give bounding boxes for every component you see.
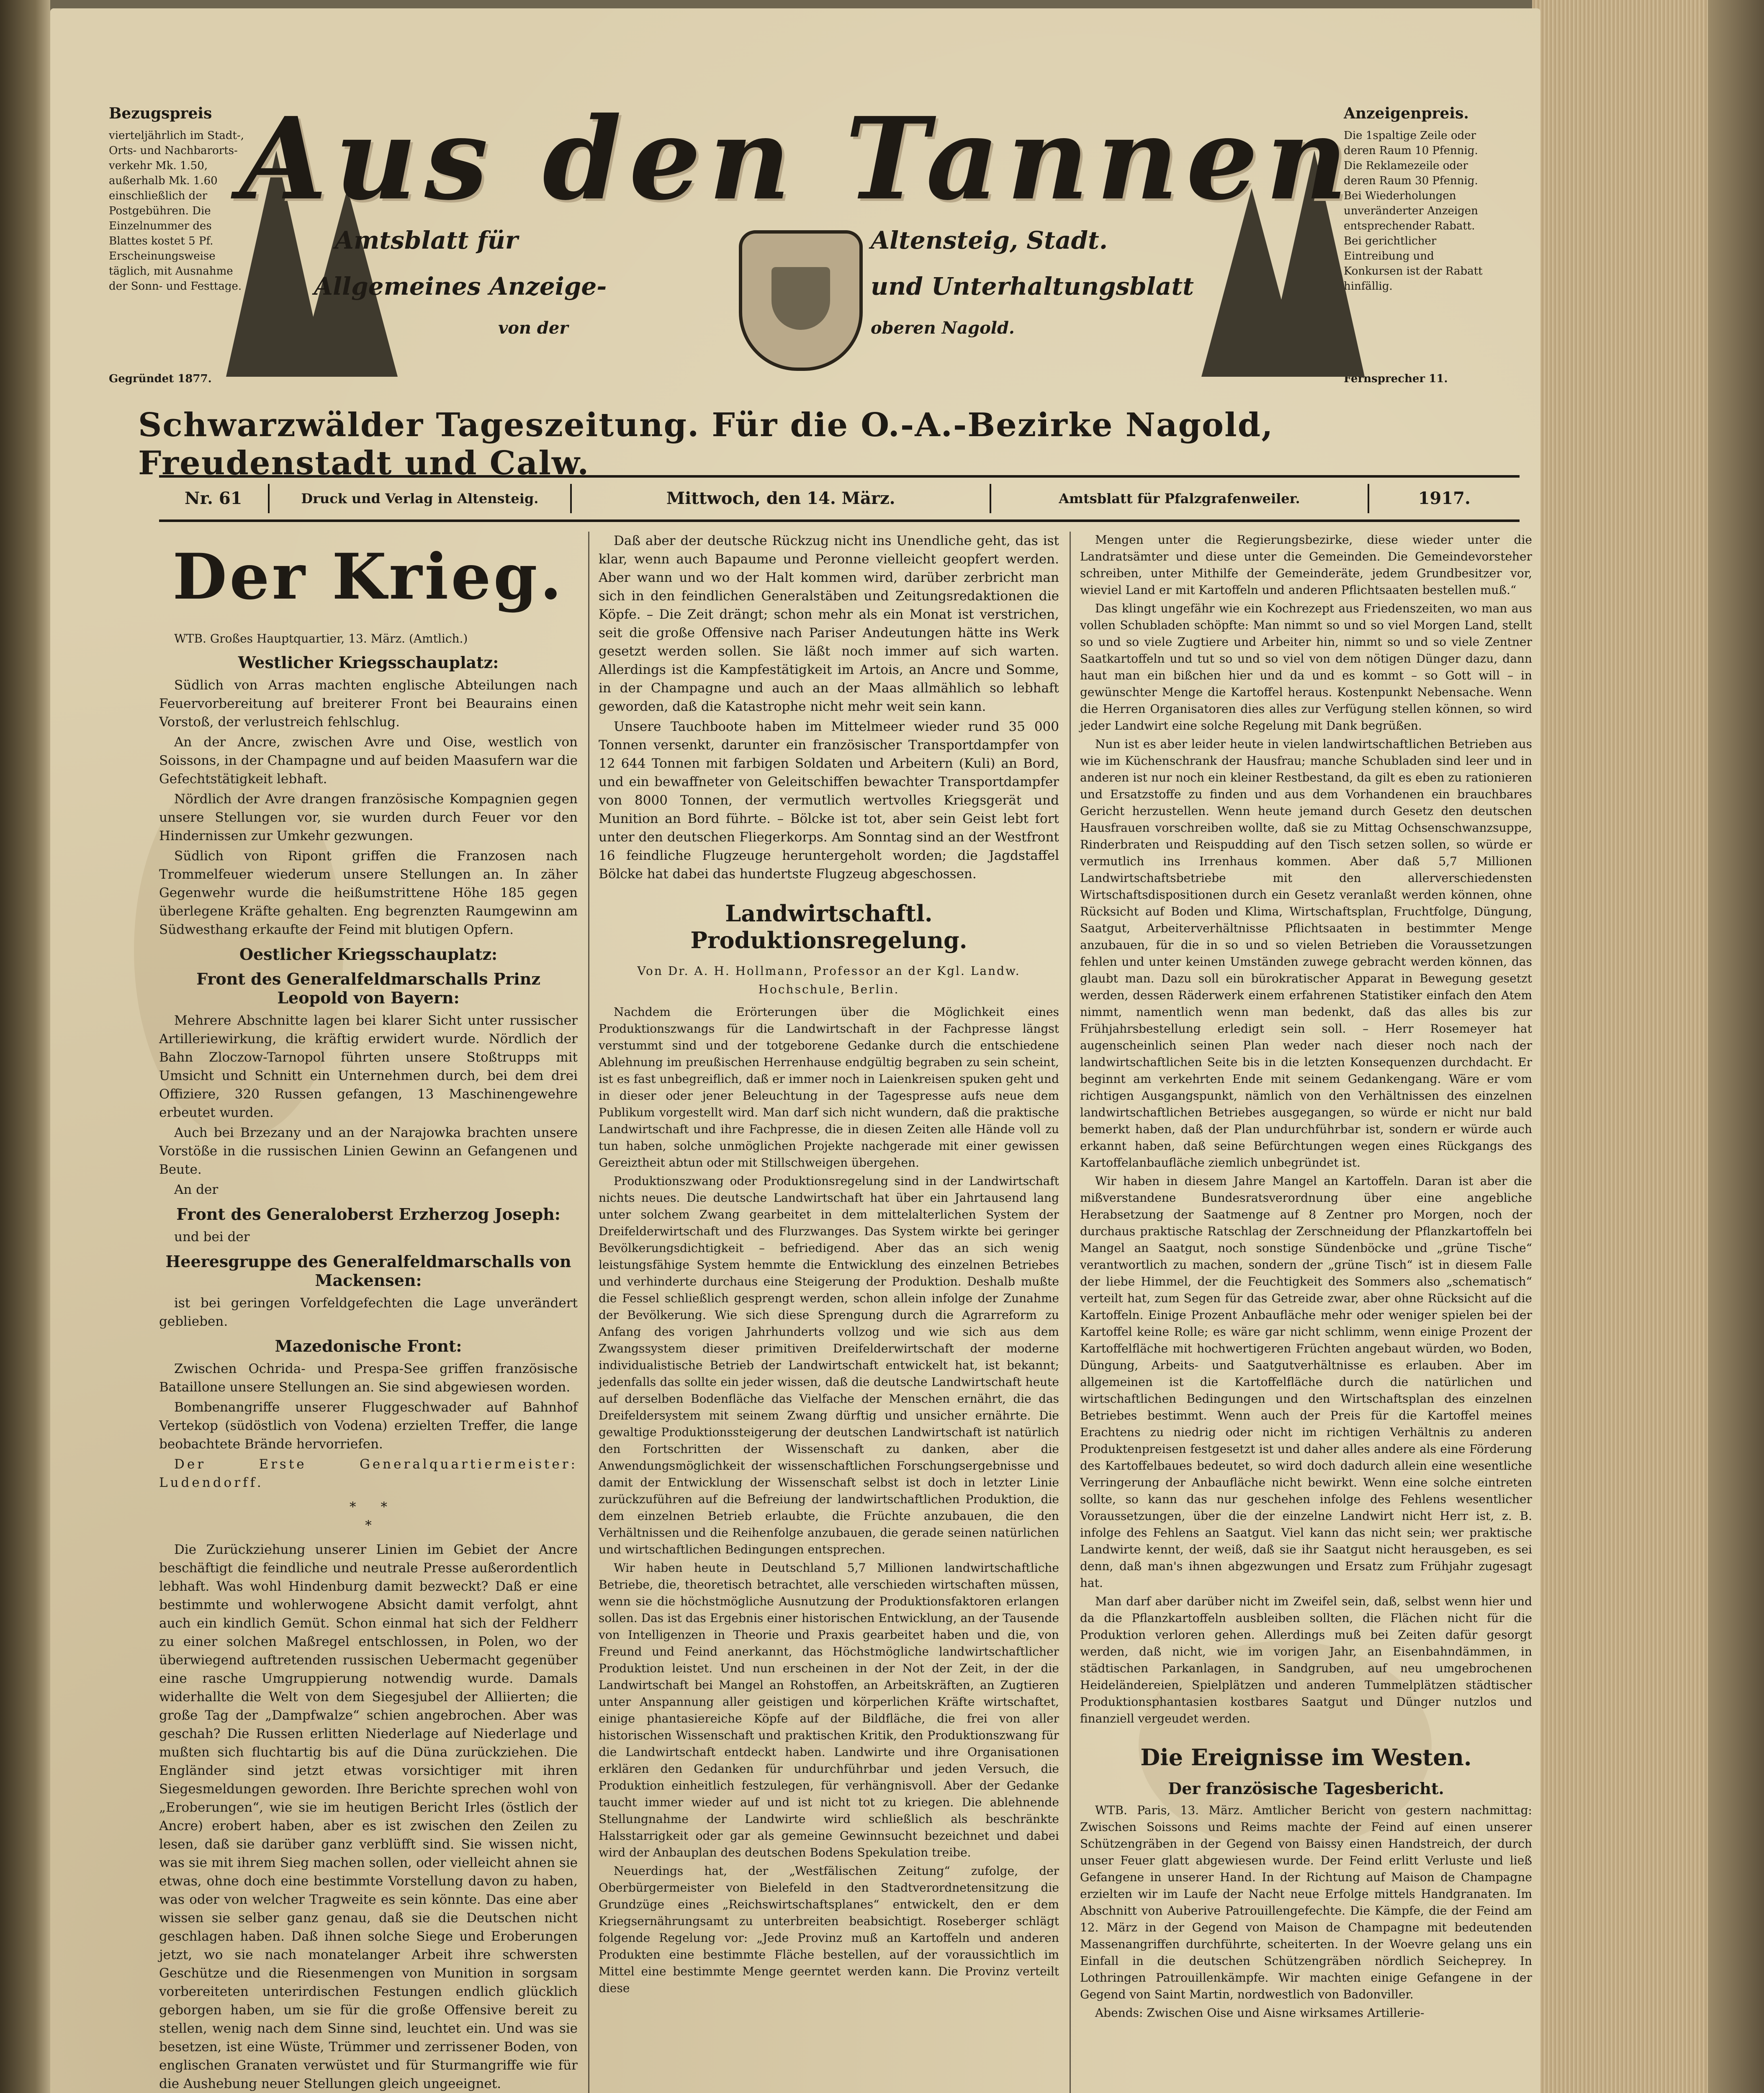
paragraph: Südlich von Arras machten englische Abteilungen nach Feuervorbereitung auf breiterer Front bei Beaurains einen Vorstoß, der verlustreich fehlschlug. (159, 678, 578, 730)
masthead-line2-right: und Unterhaltungsblatt (871, 272, 1194, 301)
subscription-price-heading: Bezugspreis (109, 105, 212, 122)
dateline: WTB. Großes Hauptquartier, 13. März. (Amtlich.) (174, 632, 468, 645)
paragraph: Daß aber der deutsche Rückzug nicht ins Unendliche geht, das ist klar, wenn auch Bapaume und Peronne vielleicht geopfert werden. Aber wann und wo der Halt kommen wird, darüber zerbricht man sich in den feindlichen Generalstäben und Zeitungsredaktionen die Köpfe. – Die Zeit drängt; schon mehr als ein Monat ist verstrichen, seit die große Offensive nach Pariser Andeutungen hätte ins Werk gesetzt werden sollen. Sie läßt noch immer auf sich warten. Allerdings ist die Kampfestätigkeit im Artois, an Ancre und Somme, in der Champagne und auch an der Maas allmählich so lebhaft geworden, daß die Katastrophe nicht mehr weit sein kann. (599, 533, 1059, 714)
issue-number: Nr. 61 (159, 484, 270, 513)
newspaper-subtitle: Schwarzwälder Tageszeitung. Für die O.-A.-Bezirke Nagold, Freudenstadt und Calw. (138, 406, 1274, 482)
front-heading-mackensen: Heeresgruppe des Generalfeldmarschalls von Mackensen: (165, 1252, 571, 1290)
official-gazette-note: Amtsblatt für Pfalzgrafenweiler. (991, 484, 1369, 513)
paragraph: Wir haben heute in Deutschland 5,7 Millionen landwirtschaftliche Betriebe, die, theoretisch betrachtet, alle verschieden wirtschaften müssen, wenn sie die höchstmögliche Ausnutzung der Produktionsfaktoren erlangen sollen. Das ist das Ergebnis einer historischen Entwicklung, an der Tausende von Intelligenzen in Theorie und Praxis gearbeitet haben und die, von Freund und Feind anerkannt, das Höchstmögliche landwirtschaftlicher Produktion leistet. Und nun erscheinen in der Not der Zeit, in der die Landwirtschaft bei Mangel an Rohstoffen, an Arbeitskräften, an Zugtieren unter Anspannung aller geistigen und körperlichen Kräfte wirtschaftet, einige phantasiereiche Köpfe auf der Bildfläche, die frei von aller historischen Wissenschaft und praktischen Kritik, den Produktionszwang für die Landwirtschaft entdeckt haben. Landwirte und ihre Organisationen erklären den Gedanken für undurchführbar und jeden Versuch, die Produktion einheitlich festzulegen, für verhängnisvoll. Aber der Gedanke taucht immer wieder auf und ist nicht tot zu kriegen. Die ablehnende Stellungnahme der Landwirte wird schließlich als beschränkte Halsstarrigkeit oder gar als gemeine Gewinnsucht bezeichnet und dabei wird der Anbauplan des deutschen Bodens Spekulation treibe. (599, 1561, 1059, 1859)
signature-line: Der Erste Generalquartiermeister: Ludendorff. (159, 1457, 578, 1490)
section-heading-east: Oestlicher Kriegsschauplatz: (239, 945, 498, 964)
newspaper-page (50, 8, 1540, 2093)
column-1 (159, 532, 578, 2093)
column-2 (599, 532, 1059, 1998)
issue-date: Mittwoch, den 14. März. (572, 484, 991, 513)
paragraph: ist bei geringen Vorfeldgefechten die Lage unverändert geblieben. (159, 1296, 578, 1329)
paragraph: Zwischen Ochrida- und Prespa-See griffen französische Bataillone unsere Stellungen an. Sie sind abgewiesen worden. (159, 1361, 578, 1395)
masthead-line2-left: Allgemeines Anzeige- (314, 272, 607, 301)
paragraph: Neuerdings hat, der „Westfälischen Zeitung“ zufolge, der Oberbürgermeister von Bielefeld in den Stadtverordnetensitzung die Grundzüge eines „Reichswirtschaftsplanes“ entwickelt, den er dem Kriegsernährungsamt zu unterbreiten beabsichtigt. Roseberger schlägt folgende Regelung vor: „Jede Provinz muß an Kartoffeln und anderen Produkten eine bestimmte Fläche bestellen, auf der voraussichtlich im Mittel eine bestimmte Menge geerntet werden kann. Die Provinz verteilt diese (599, 1864, 1059, 1995)
ad-price-heading: Anzeigenpreis. (1344, 105, 1469, 122)
newspaper-title: Aus den Tannen (239, 92, 1355, 225)
paragraph: Wir haben in diesem Jahre Mangel an Kartoffeln. Daran ist aber die mißverstandene Bundesratsverordnung über eine angebliche Herabsetzung der Saatmenge auf 8 Zentner pro Morgen, noch der durchaus praktische Ratschlag der Zerschneidung der Pflanzkartoffeln bei Mangel an Saatgut, noch sonstige Sündenböcke und „grüne Tische“ verantwortlich zu machen, sondern der „grüne Tisch“ ist in diesem Falle der liebe Himmel, der die Feuchtigkeit des Sommers also „schematisch“ verteilt hat, zum Segen für das Getreide zwar, aber ohne Rücksicht auf die Kartoffeln. Einige Prozent Anbaufläche mehr oder weniger spielen bei der Kartoffel keine Rolle; es wäre gar nicht schlimm, wenn einige Prozent der Kartoffelfläche mit hochwertigeren Früchten angebaut würden, wo Boden, Düngung, Arbeits- und Saatgutverhältnisse es erlauben. Aber im allgemeinen ist die Kartoffelfläche durch die natürlichen und wirtschaftlichen Bedingungen und den Wirtschaftsplan des einzelnen Betriebes bestimmt. Wenn auch der Preis für die Kartoffel meines Erachtens zu niedrig oder nicht im richtigen Verhältnis zu anderen Produktenpreisen festgesetzt ist und daher alles andere als eine Förderung des Kartoffelbaues bedeutet, so wird doch dadurch allein eine wesentliche Verringerung der Anbaufläche nicht bewirkt. Wenn eine solche eintreten sollte, so kann das nur geschehen infolge des Fehlens wesentlicher Voraussetzungen, über die der einzelne Landwirt nicht Herr ist, z. B. infolge des Fehlens an Saatgut. Viel kann das nicht sein; wer praktische Landwirte kennt, der weiß, daß sie ihr Saatgut nicht herausgeben, es sei denn, daß man's ihnen abgezwungen und Ersatz zum Frühjahr zugesagt hat. (1080, 1174, 1532, 1590)
byline: Von Dr. A. H. Hollmann, Professor an der Kgl. Landw. Hochschule, Berlin. (637, 964, 1021, 996)
phone-note: Fernsprecher 11. (1344, 373, 1448, 385)
headline-der-krieg: Der Krieg. (172, 540, 564, 614)
paragraph: Abends: Zwischen Oise und Aisne wirksames Artillerie- (1095, 2006, 1425, 2020)
paragraph: Südlich von Ripont griffen die Franzosen nach Trommelfeuer wiederum unsere Stellungen an. In zäher Gegenwehr wurde die heißumstrittene Höhe 185 gegen überlegene Kräfte gehalten. Eng begrenzten Raumgewinn am Südwesthang erkaufte der Feind mit blutigen Opfern. (159, 849, 578, 937)
paragraph: Nun ist es aber leider heute in vielen landwirtschaftlichen Betrieben aus wie im Küchenschrank der Hausfrau; manche Schubladen sind leer und in anderen ist nur noch ein kleiner Restbestand, da gilt es eben zu rationieren und Ersatzstoffe zu finden und aus dem Vorhandenen ein brauchbares Gericht herzustellen. Wenn heute jemand durch Gesetz den deutschen Hausfrauen vorschreiben wollte, daß sie zu Mittag Ochsenschwanzsuppe, Rinderbraten und Reispudding auf den Tisch setzen sollen, so würde er vermutlich ins Irrenhaus kommen. Aber daß 5,7 Millionen Landwirtschaftsbetriebe mit den allerverschiedensten Wirtschaftsdispositionen durch ein Gesetz veranlaßt werden können, ohne Rücksicht auf Boden und Klima, Wirtschaftsplan, Fruchtfolge, Düngung, Saatgut, Arbeiterverhältnisse Pflichtsaaten in bestimmter Menge anzubauen, für die in so und so vielen Betrieben die Voraussetzungen fehlen und unter keinen Umständen zuwege gebracht werden können, das glaubt man. Dazu soll ein bürokratischer Apparat in Bewegung gesetzt werden, dessen Räderwerk einem erfahrenen Statistiker einfach den Atem nimmt, namentlich wenn man bedenkt, daß das alles bis zur Frühjahrsbestellung erledigt sein soll. – Herr Rosemeyer hat augenscheinlich seinen Plan weder nach dieser noch nach der landwirtschaftlichen Seite bis in die letzten Konsequenzen durchdacht. Er beginnt am verkehrten Ende mit seinem Gedankengang. Wäre er vom richtigen Ausgangspunkt, nämlich von den Verhältnissen des einzelnen landwirtschaftlichen Betriebes ausgegangen, so würde er nicht nur bald bemerkt haben, daß der Plan undurchführbar ist, sondern er würde auch erkannt haben, daß seine Befürchtungen wegen eines Rückgangs des Kartoffelanbaufläche ziemlich unbegründet ist. (1080, 737, 1532, 1170)
article-heading-landwirtschaft: Landwirtschaftl. Produktionsregelung. (690, 900, 967, 954)
issue-year: 1917. (1418, 489, 1471, 508)
subheading-french-report: Der französische Tagesbericht. (1168, 1779, 1444, 1798)
paragraph: Produktionszwang oder Produktionsregelung sind in der Landwirtschaft nichts neues. Die deutsche Landwirtschaft hat über ein Jahrtausend lang unter solchem Zwang gearbeitet in dem mittelalterlichen System der Dreifelderwirtschaft und des Flurzwanges. Das System wirkte bei geringer Bevölkerungsdichtigkeit – befriedigend. Aber das an sich wenig leistungsfähige System hemmte die Entwicklung des einzelnen Betriebes und verhinderte durchaus eine Steigerung der Produktion. Deshalb mußte die Fessel schließlich gesprengt werden, schon allein infolge der Zunahme der Bevölkerung. Wie sich diese Sprengung durch die Agrarreform zu Anfang des vorigen Jahrhunderts vollzog und wie sich aus dem Zwangssystem dieser primitiven Dreifelderwirtschaft der moderne individualistische Betrieb der Landwirtschaft entwickelt hat, ist bekannt; jedenfalls das sollte ein jeder wissen, daß die deutsche Landwirtschaft heute auf derselben Bodenfläche das Vielfache der Menschen ernährt, die das Dreifeldersystem mit seinem Zwang dürftig und unsicher ernährte. Die gewaltige Produktionssteigerung der deutschen Landwirtschaft ist natürlich den Fortschritten der Wissenschaft zu danken, aber die Anwendungsmöglichkeit der wissenschaftlichen Forschungsergebnisse und damit der Entwicklung der Wissenschaft selbst ist doch in letzter Linie zurückzuführen auf die Befreiung der landwirtschaftlichen Produktion, die dem einzelnen Betrieb erlaubte, die Früchte anzubauen, die den Verhältnissen und die Reihenfolge anzubauen, die gerade seinen natürlichen und wirtschaftlichen Bedingungen entsprechen. (599, 1174, 1059, 1556)
issue-info-bar (159, 475, 1520, 522)
masthead-line1-left: Amtsblatt für (335, 226, 518, 255)
paragraph: Unsere Tauchboote haben im Mittelmeer wieder rund 35 000 Tonnen versenkt, darunter ein französischer Transportdampfer von 12 644 Tonnen mit farbigen Soldaten und Arbeitern (Kuli) an Bord, und ein bewaffneter von Geleitschiffen bewachter Transportdampfer von 8000 Tonnen, der vermutlich wertvolles Kriegsgerät und Munition an Bord führte. – Bölcke ist tot, aber sein Geist lebt fort unter den deutschen Fliegerkorps. Am Sonntag sind an der Westfront 16 feindliche Flugzeuge heruntergeholt worden; die Jagdstaffel Bölcke hat dabei das hundertste Flugzeug abgeschossen. (599, 719, 1059, 882)
masthead-line3-left: von der (498, 318, 568, 338)
paragraph: An der Ancre, zwischen Avre und Oise, westlich von Soissons, in der Champagne und auf beiden Maasufern war die Gefechtstätigkeit lebhaft. (159, 735, 578, 787)
paragraph: Das klingt ungefähr wie ein Kochrezept aus Friedenszeiten, wo man aus vollen Schubladen schöpfte: Man nimmt so und so viel Morgen Land, stellt so und so viele Zugtiere und Arbeiter hin, nimmt so und so viele Zentner Saatkartoffeln und tut so und so viel von dem nötigen Dünger dazu, dann haut man ein bißchen hier und da und es kommt – so Gott will – in gewünschter Menge die Kartoffel heraus. Kostenpunkt Nebensache. Wenn die Herren Organisatoren dies alles zur Verfügung stellen können, so wird jeder Landwirt eine solche Regelung mit Dank begrüßen. (1080, 602, 1532, 733)
ad-price-text: Die 1spaltige Zeile oder deren Raum 10 Pfennig. Die Reklamezeile oder deren Raum 30 Pfennig. Bei Wiederholungen unveränderter Anzeigen entsprechender Rabatt. Bei gerichtlicher Eintreibung und Konkursen ist der Rabatt hinfällig. (1344, 129, 1483, 293)
paragraph: An der (174, 1182, 219, 1197)
paragraph: Mehrere Abschnitte lagen bei klarer Sicht unter russischer Artilleriewirkung, die kräftig erwidert wurde. Nördlich der Bahn Zloczow-Tarnopol führten unsere Stoßtrupps mit Umsicht und Schnitt ein Unternehmen durch, bei dem drei Offiziere, 320 Russen gefangen, 13 Maschinengewehre erbeutet wurden. (159, 1013, 578, 1120)
paragraph: Nachdem die Erörterungen über die Möglichkeit eines Produktionszwangs für die Landwirtschaft in der Fachpresse längst verstummt sind und der totgeborene Gedanke durch die entschiedene Ablehnung im preußischen Herrenhause endgültig begraben zu sein scheint, ist es fast unbegreiflich, daß er immer noch in Laienkreisen spuken geht und in dieser oder jener Beleuchtung in der Tagespresse aufs neue dem Publikum vorgestellt wird. Man darf sich nicht wundern, daß die praktische Landwirtschaft und ihre Fachpresse, die in diesen Zeiten alle Hände voll zu tun haben, solche unmöglichen Projekte nachgerade mit einer gewissen Gereiztheit abtun oder mit Stillschweigen übergehen. (599, 1005, 1059, 1170)
paragraph: Nördlich der Avre drangen französische Kompagnien gegen unsere Stellungen vor, sie wurden durch Feuer vor den Hindernissen zur Umkehr gezwungen. (159, 792, 578, 843)
masthead (226, 92, 1369, 377)
front-heading-leopold: Front des Generalfeldmarschalls Prinz Leopold von Bayern: (196, 969, 540, 1007)
paragraph: und bei der (174, 1229, 250, 1244)
paragraph: WTB. Paris, 13. März. Amtlicher Bericht von gestern nachmittag: Zwischen Soissons und Reims machte der Feind auf einen unserer Schützengräben in der Gegend von Baissy einen Handstreich, der durch unser Feuer glatt abgewiesen wurde. Der Feind erlitt Verluste und ließ Gefangene in unserer Hand. In der Richtung auf Maison de Champagne erzielten wir im Laufe der Nacht neue Erfolge mittels Handgranaten. Im Abschnitt von Auberive Patrouillengefechte. Die Kämpfe, die der Feind am 12. März in der Gegend von Maison de Champagne mit bedeutenden Massenangriffen durchführte, scheiterten. In der Woevre gelang uns ein Einfall in die deutschen Schützengräben nördlich Seicheprey. In Lothringen Patrouillenkämpfe. Wir machten einige Gefangene in der Gegend von Saint Martin, nordwestlich von Badonviller. (1080, 1803, 1532, 2001)
printer-note: Druck und Verlag in Altensteig. (270, 484, 572, 513)
column-rule (588, 532, 589, 2093)
subscription-price-text: vierteljährlich im Stadt-, Orts- und Nachbarorts- verkehr Mk. 1.50, außerhalb Mk. 1.60 einschließlich der Postgebühren. Die Einzelnummer des Blattes kostet 5 Pf. Erscheinungsweise täglich, mit Ausnahme der Sonn- und Festtage. (109, 129, 244, 293)
paragraph: Man darf aber darüber nicht im Zweifel sein, daß, selbst wenn hier und da die Pflanzkartoffeln ausbleiben sollten, die Flächen nicht für die Produktion verloren gehen. Allerdings muß bei Zeiten dafür gesorgt werden, daß nicht, wie im vorigen Jahr, an Eisenbahndämmen, in städtischen Parkanlagen, in Sandgruben, auf neu umgebrochenen Heideländereien, Spielplätzen und anderen Tummelplätzen städtischer Produktionsphantasien kostbares Saatgut und Dünger nutzlos und finanziell vergeudet werden. (1080, 1594, 1532, 1725)
paragraph: Bombenangriffe unserer Fluggeschwader auf Bahnhof Vertekop (südöstlich von Vodena) erzielten Treffer, die lange beobachtete Brände hervorriefen. (159, 1400, 578, 1452)
column-rule (1070, 532, 1071, 2093)
front-heading-joseph: Front des Generaloberst Erzherzog Joseph: (176, 1205, 561, 1224)
book-edge-right (1532, 0, 1764, 2093)
crest-shield (771, 267, 830, 330)
founded-note: Gegründet 1877. (109, 373, 212, 385)
masthead-line1-right: Altensteig, Stadt. (871, 226, 1108, 255)
column-3 (1080, 532, 1532, 2023)
separator-asterisks: * * * (349, 1499, 388, 1533)
paragraph: Die Zurückziehung unserer Linien im Gebiet der Ancre beschäftigt die feindliche und neutrale Presse außerordentlich lebhaft. Was wohl Hindenburg damit bezweckt? Daß er eine bestimmte und wohlerwogene Absicht damit verfolgt, ahnt auch ein kindlich Gemüt. Schon einmal hat sich der Feldherr zu einer solchen Maßregel entschlossen, in Polen, wo der überwiegend auftretenden russischen Uebermacht gegenüber eine rasche Umgruppierung notwendig wurde. Damals widerhallte die Welt von dem Siegesjubel der Alliierten; die große Tag der „Dampfwalze“ schien angebrochen. Aber was geschah? Die Russen erlitten Niederlage auf Niederlage und mußten sich fluchtartig bis auf die Düna zurückziehen. Die Engländer sind jetzt etwas vorsichtiger mit ihren Siegesmeldungen geworden. Ihre Berichte sprechen wohl von „Eroberungen“, wie sie im heutigen Bericht Irles (östlich der Ancre) erobert haben, aber es ist zwischen den Zeilen zu lesen, daß sie darüber ganz verblüfft sind. Sie wissen nicht, was sie mit ihrem Sieg machen sollen, oder vielleicht ahnen sie etwas, ohne doch eine bestimmte Vorstellung davon zu haben, was oder von welcher Tragweite es sein könnte. Das eine aber wissen sie selber ganz genau, daß sie die Deutschen nicht geschlagen haben. Daß ihnen solche Siege und Eroberungen jetzt, wo sie nach monatelanger Arbeit ihre schwersten Geschütze und die Riesenmengen von Munition in sorgsam vorbereiteten unterirdischen Festungen endlich glücklich geborgen haben, um sie für die große Offensive bereit zu stellen, wenig nach dem Sinne sind, leuchtet ein. Und was sie besetzen, ist eine Wüste, Trümmer und zerrissener Boden, von englischen Granaten verwüstet und für Sturmangriffe wie für die Aushebung neuer Stellungen gleich ungeeignet. (159, 1542, 578, 2091)
article-heading-westen: Die Ereignisse im Westen. (1140, 1744, 1472, 1771)
section-heading-west: Westlicher Kriegsschauplatz: (238, 653, 499, 672)
town-crest-emblem (739, 230, 863, 371)
paragraph: Auch bei Brzezany und an der Narajowka brachten unsere Vorstöße in die russischen Linien Gewinn an Gefangenen und Beute. (159, 1125, 578, 1177)
section-heading-macedonia: Mazedonische Front: (275, 1337, 462, 1355)
paragraph: Mengen unter die Regierungsbezirke, diese wieder unter die Landratsämter und diese unter die Gemeinden. Die Gemeindevorsteher schreiben, unter Mithilfe der Gemeinderäte, jedem Grundbesitzer vor, wieviel Land er mit Kartoffeln und anderen Pflichtsaaten bestellen muß.“ (1080, 533, 1532, 597)
adjacent-page-edge-left (0, 0, 50, 2093)
masthead-line3-right: oberen Nagold. (871, 318, 1015, 338)
